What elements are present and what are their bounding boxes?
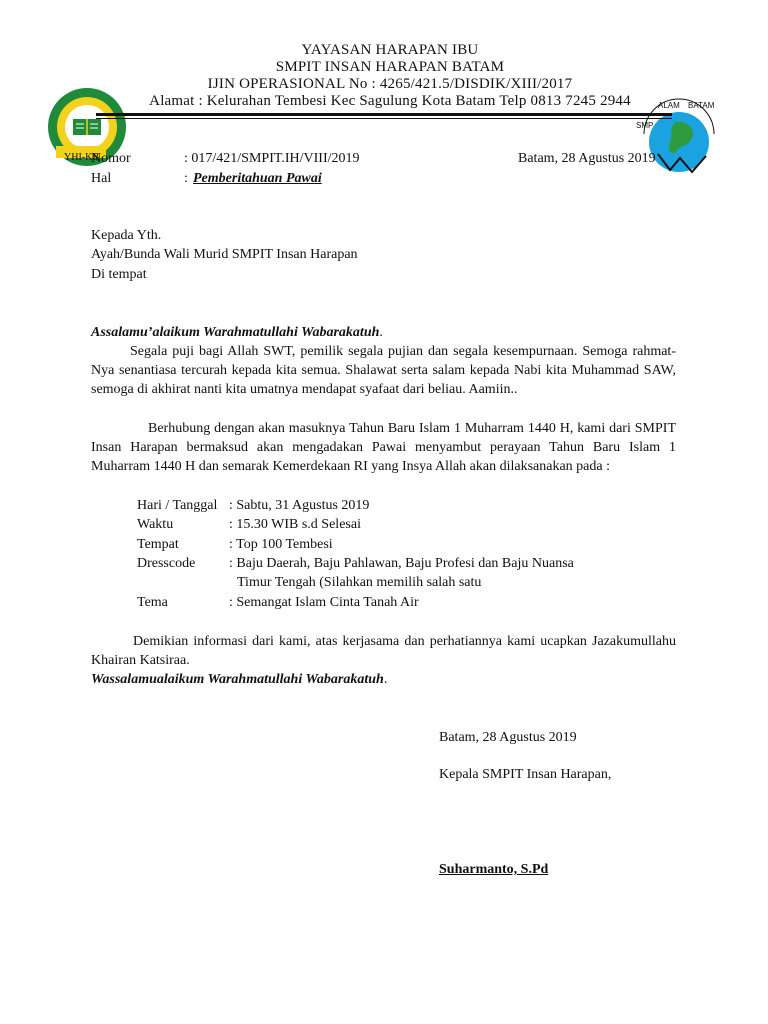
farewell bbox=[91, 670, 387, 689]
letterhead-rule-thin bbox=[96, 118, 672, 119]
detail-value-date: : Sabtu, 31 Agustus 2019 bbox=[229, 498, 370, 513]
paragraph-opening: Segala puji bagi Allah SWT, pemilik segala pujian dan segala kesempurnaan. Semoga rahmat-Nya senantiasa tercurah kepada kita semua. Shalawat serta salam kepada Nabi kita Muhammad SAW, semoga di akhirat nanti kita umatnya mendapat syafaat dari beliau. Aamiin.. bbox=[91, 344, 676, 397]
detail-label-time: Waktu bbox=[137, 517, 174, 532]
letterhead bbox=[110, 42, 670, 110]
detail-value-theme: : Semangat Islam Cinta Tanah Air bbox=[229, 595, 419, 610]
detail-label-place: Tempat bbox=[137, 537, 179, 552]
signature-position: Kepala SMPIT Insan Harapan, bbox=[439, 767, 612, 782]
greeting-period: . bbox=[379, 325, 383, 340]
letterhead-foundation: YAYASAN HARAPAN IBU bbox=[301, 42, 479, 58]
svg-text:BATAM: BATAM bbox=[688, 101, 715, 110]
logo-left-sub: YHI-KB bbox=[64, 152, 99, 163]
detail-label-date: Hari / Tanggal bbox=[137, 498, 218, 513]
recipient-line3: Di tempat bbox=[91, 267, 147, 282]
detail-value-dresscode: : Baju Daerah, Baju Pahlawan, Baju Profesi dan Baju Nuansa bbox=[229, 556, 574, 571]
greeting bbox=[91, 323, 383, 342]
detail-value-place: : Top 100 Tembesi bbox=[229, 537, 333, 552]
recipient-line2: Ayah/Bunda Wali Murid SMPIT Insan Harapan bbox=[91, 247, 358, 262]
farewell-period: . bbox=[383, 672, 388, 687]
signature-place-date: Batam, 28 Agustus 2019 bbox=[439, 730, 577, 745]
farewell-text: Wassalamualaikum Warahmatullahi Wabarakatuh bbox=[91, 672, 384, 687]
letterhead-school: SMPIT INSAN HARAPAN BATAM bbox=[275, 59, 505, 75]
nomor-value: : 017/421/SMPIT.IH/VIII/2019 bbox=[184, 151, 360, 166]
detail-value-time: : 15.30 WIB s.d Selesai bbox=[229, 517, 361, 532]
svg-text:ALAM: ALAM bbox=[658, 101, 680, 110]
detail-value-dresscode-cont: Timur Tengah (Silahkan memilih salah satu bbox=[237, 575, 482, 590]
nomor-label: Nomor bbox=[91, 151, 131, 166]
detail-label-theme: Tema bbox=[137, 595, 168, 610]
hal-label: Hal bbox=[91, 171, 112, 186]
letter-date: Batam, 28 Agustus 2019 bbox=[518, 151, 656, 166]
letterhead-rule-thick bbox=[96, 113, 672, 116]
paragraph-closing: Demikian informasi dari kami, atas kerjasama dan perhatiannya kami ucapkan Jazakumullahu Khairan Katsiraa. bbox=[91, 634, 676, 668]
letterhead-address: Alamat : Kelurahan Tembesi Kec Sagulung Kota Batam Telp 0813 7245 2944 bbox=[149, 93, 631, 109]
signature-name: Suharmanto, S.Pd bbox=[439, 862, 549, 877]
hal-value: Pemberitahuan Pawai bbox=[193, 171, 322, 186]
hal-colon: : bbox=[184, 171, 188, 186]
paragraph-announcement: Berhubung dengan akan masuknya Tahun Baru Islam 1 Muharram 1440 H, kami dari SMPIT Insan Harapan bermaksud akan mengadakan Pawai menyambut perayaan Tahun Baru Islam 1 Muharram 1440 H dan semarak Kemerdekaan RI yang Insya Allah akan dilaksanakan pada : bbox=[91, 421, 676, 474]
recipient-line1: Kepada Yth. bbox=[91, 228, 162, 243]
svg-text:SMP: SMP bbox=[636, 121, 654, 130]
letterhead-license: IJIN OPERASIONAL No : 4265/421.5/DISDIK/XIII/2017 bbox=[207, 76, 573, 92]
greeting-text: Assalamu’alaikum Warahmatullahi Wabarakatuh bbox=[91, 325, 380, 340]
detail-label-dresscode: Dresscode bbox=[137, 556, 196, 571]
